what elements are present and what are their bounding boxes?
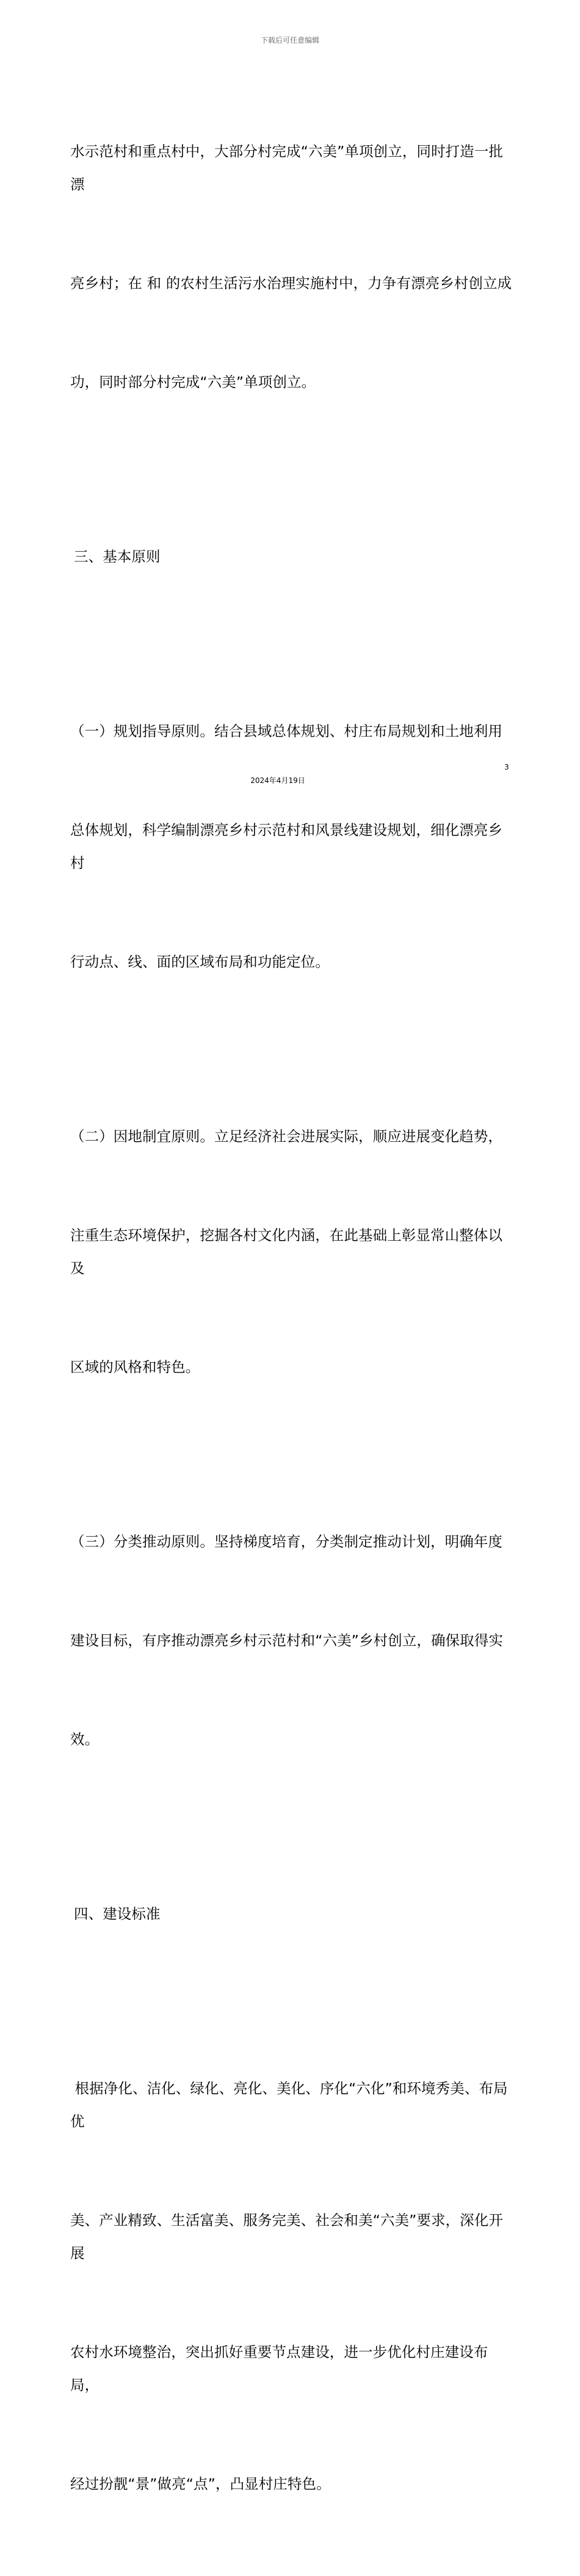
paragraph-line: 根据净化、洁化、绿化、亮化、美化、序化“六化”和环境秀美、布局优: [70, 2080, 508, 2130]
page-number: 3: [504, 763, 509, 771]
paragraph: [70, 1459, 516, 1822]
paragraph: [70, 69, 516, 464]
paragraph-line: （一）规划指导原则。结合县域总体规划、村庄布局规划和土地利用: [70, 723, 502, 740]
paragraph-line: 建设目标，有序推动漂亮乡村示范村和“六美”乡村创立，确保取得实: [70, 1632, 503, 1649]
paragraph-line: 农村水环境整治，突出抓好重要节点建设，进一步优化村庄建设布局，: [70, 2343, 488, 2394]
paragraph-line: 亮乡村；在 和 的农村生活污水治理实施村中，力争有漂亮乡村创立成: [70, 275, 512, 292]
paragraph-line: 区域的风格和特色。: [70, 1358, 200, 1376]
paragraph-line: 水示范村和重点村中，大部分村完成“六美”单项创立，同时打造一批漂: [70, 143, 503, 193]
paragraph-line: 功，同时部分村完成“六美”单项创立。: [70, 373, 316, 391]
paragraph-line: 总体规划，科学编制漂亮乡村示范村和风景线建设规划，细化漂亮乡村: [70, 821, 502, 871]
footer-date: 2024年4月19日: [250, 776, 305, 785]
paragraph-line: （三）分类推动原则。坚持梯度培育，分类制定推动计划，明确年度: [70, 1533, 502, 1550]
heading-text: 三、基本原则: [74, 548, 161, 565]
section-heading: [70, 1831, 516, 1996]
paragraph: [70, 649, 516, 1044]
section-heading: [70, 474, 516, 639]
page-header: 下载后可任意编辑: [260, 36, 319, 45]
paragraph-line: 经过扮靓“景”做亮“点”，凸显村庄特色。: [70, 2475, 331, 2492]
paragraph: [70, 1054, 516, 1449]
paragraph-line: 效。: [70, 1731, 100, 1748]
paragraph-line: 美、产业精致、生活富美、服务完美、社会和美“六美”要求，深化开展: [70, 2212, 503, 2262]
document-body: [70, 69, 516, 2576]
paragraph-line: （二）因地制宜原则。立足经济社会进展实际，顺应进展变化趋势，: [70, 1128, 502, 1145]
heading-text: 四、建设标准: [74, 1905, 161, 1922]
paragraph-line: 行动点、线、面的区域布局和功能定位。: [70, 953, 330, 970]
paragraph: [70, 2006, 516, 2566]
paragraph-line: 注重生态环境保护，挖掘各村文化内涵，在此基础上彰显常山整体以及: [70, 1227, 502, 1277]
